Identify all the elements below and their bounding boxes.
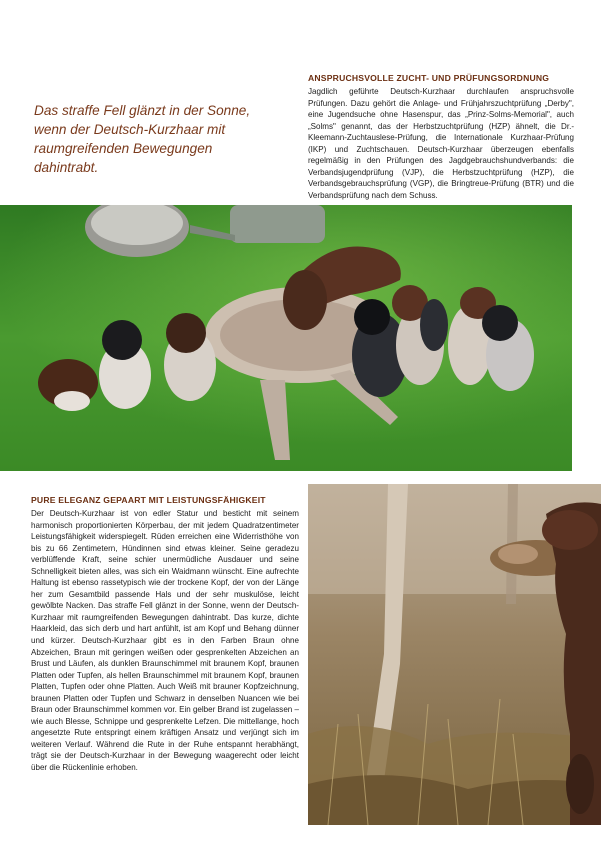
pull-quote: Das straffe Fell glänzt in der Sonne, wenn der Deutsch-Kurzhaar mit raumgreifenden Bewegungen dahintrabt. xyxy=(34,103,251,175)
section-body: Der Deutsch-Kurzhaar ist von edler Statur und besticht mit seinem harmonisch proportionierten Körperbau, der mit jedem Quadratzentimeter Leistungsfähigkeit widerspiegelt. Rüden erreichen eine Widerristhöhe von bis zu 66 Zentimetern, Hündinnen sind etwas kleiner. Seine geradezu verblüffende Kraft, seine schier unermüdliche Ausdauer und seine Schnelligkeit bieten alles, was sich ein Waidmann wünscht. Eine aufrechte Haltung ist ebenso rassetypisch wie der trockene Kopf, der von der Länge her zum Gesamtbild passende Hals und der sehr muskulöse, leicht gewölbte Nacken. Das straffe Fell glänzt in der Sonne, wenn der Deutsch-Kurzhaar mit raumgreifenden Bewegungen dahintrabt. Das kurze, dichte Haarkleid, das sich derb und hart anfühlt, ist am Kopf und Behang dünner und kürzer. Deutsch-Kurzhaar gibt es in den Farben Braun ohne Abzeichen, Braun mit geringen weißen oder gesprenkelten Abzeichen an Brust und Läufen, als dunklen Braunschimmel mit braunem Kopf, braunen Platten oder Tupfen, als hellen Braunschimmel mit braunem Kopf, braunen Platten, Tupfen oder ohne Platten. Auch Weiß mit brauner Kopfzeichnung, braunen Platten oder Tupfen und Schwarz in denselben Nuancen wie bei Braun oder Braunschimmel kommen vor. Ein gelber Brand ist zugelassen – wie auch Blesse, Schnippe und gesprenkelte Lefzen. Die mittellange, hoch angesetzte Rute entspringt einem kräftigen Ansatz und verjüngt sich im weiteren Verlauf. Während die Rute in der Ruhe entspannt herabhängt, trägt sie der Deutsch-Kurzhaar in der Bewegung waagerecht oder leicht über die Rückenlinie erhoben. xyxy=(31,509,299,773)
photo-dog-retrieving-duck xyxy=(308,484,601,825)
section-heading: PURE ELEGANZ GEPAART MIT LEISTUNGSFÄHIGKEIT xyxy=(31,495,266,505)
section-body: Jagdlich geführte Deutsch-Kurzhaar durchlaufen anspruchsvolle Prüfungen. Dazu gehört die Anlage- und Frühjahrszuchtprüfung „Derby", eine Jugendsuche ohne Hasenspur, das „Prinz-Solms-Memorial", auch „Solms" genannt, das der Herbstzuchtprüfung (HZP) ähnelt, die Dr.-Kleemann-Zuchtauslese-Prüfung, die Internationale Kurzhaar-Prüfung (IKP) und Zuchtschauen. Deutsch-Kurzhaar überzeugen ebenfalls regelmäßig in den Prüfungen des Jagdgebrauchshundverbands: die Verbandsjugendprüfung (VJP), die Herbstzuchtprüfung (HZP), die Verbandsgebrauchsprüfung (VGP), die Bringtreue-Prüfung (BTR) und die Verbandsprüfung nach dem Schuss. xyxy=(308,87,574,200)
section-breeding-exams xyxy=(308,72,574,201)
photo-dog-with-puppies xyxy=(0,205,572,471)
section-elegance xyxy=(31,494,299,774)
section-heading: ANSPRUCHSVOLLE ZUCHT- UND PRÜFUNGSORDNUNG xyxy=(308,73,550,83)
